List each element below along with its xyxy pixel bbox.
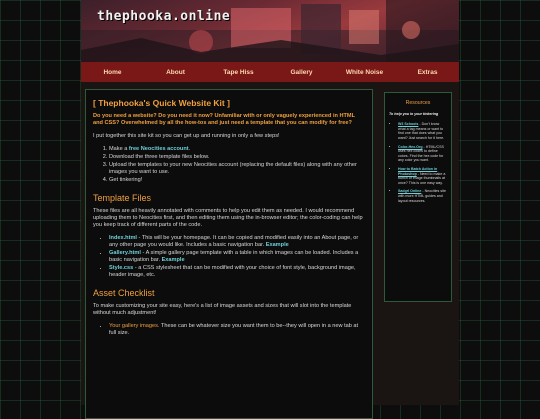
nav-extras[interactable]: Extras [417, 68, 438, 76]
list-item: • Sadgrl Online - Neocities site with more HTML guides and layout resources. [398, 189, 447, 203]
page-wrapper [81, 0, 459, 405]
color-hex-link[interactable]: Color-Hex.Org [398, 144, 423, 149]
intro-text: Do you need a website? Do you need it now? Unfamiliar with or only vaguely experienced in HTML and CSS? Overwhelmed by all the how-tos and just need a template that you can modify for free? [93, 113, 355, 126]
nav-gallery[interactable]: Gallery [290, 68, 313, 76]
gallery-example-link[interactable]: Example [161, 257, 185, 263]
template-files-desc: These files are all heavily annotated with comments to help you edit them as needed. I would recommend uploading them to Neocities first, and then editing them using the in-browser editor; the color-coding can help you keep track of different parts of the code. [93, 208, 363, 228]
resources-list [389, 122, 447, 203]
neocities-signup-link[interactable]: free Neocities account [128, 146, 189, 152]
lead-text: I put together this site kit so you can get up and running in only a few steps! [93, 133, 280, 139]
sadgrl-link[interactable]: Sadgrl Online [398, 189, 422, 194]
style-css-link[interactable]: Style.css [109, 265, 134, 271]
site-title[interactable]: thephooka.online [97, 9, 231, 24]
resources-heading: Resources [405, 100, 431, 106]
list-item: • Style.css - a CSS stylesheet that can be modified with your choice of font style, background image, header image, etc. [109, 265, 365, 279]
index-example-link[interactable]: Example [265, 242, 289, 248]
asset-list [93, 323, 365, 337]
template-files-heading: Template Files [93, 193, 152, 203]
list-item: 2. Download the three template files below. [109, 154, 365, 161]
list-item: • W3 Schools - Don't know what a tag means or want to find one that does what you want? Just search for it here. [398, 122, 447, 140]
list-item: 4. Get tinkering! [109, 177, 365, 184]
nav-white-noise[interactable]: White Noise [345, 68, 384, 76]
gallery-html-link[interactable]: Gallery.html [109, 250, 141, 256]
index-html-link[interactable]: Index.html [109, 235, 137, 241]
page-title: [ Thephooka's Quick Website Kit ] [93, 98, 230, 108]
asset-checklist-heading: Asset Checklist [93, 288, 155, 298]
list-item: 1. Make a free Neocities account. [109, 146, 365, 153]
list-item: 3. Upload the templates to your new Neocities account (replacing the default files) along with any other images you want to use. [109, 162, 365, 176]
nav-about[interactable]: About [166, 68, 185, 76]
nav-tape-hiss[interactable]: Tape Hiss [223, 68, 254, 76]
main-nav [81, 62, 459, 82]
list-item: • How to Batch Action in Photoshop - Need to make a bunch of image thumbnails at once? This is one easy way. [398, 167, 447, 185]
asset-checklist-desc: To make customizing your site easy, here's a list of image assets and sizes that will slot into the template without much adjustment! [93, 303, 352, 316]
steps-list [93, 146, 365, 184]
batch-action-link[interactable]: How to Batch Action in Photoshop [398, 166, 438, 176]
nav-home[interactable]: Home [103, 68, 122, 76]
resources-sidebar [384, 92, 452, 302]
asset-label: Your gallery images. [109, 323, 160, 329]
template-files-list [93, 235, 365, 279]
w3schools-link[interactable]: W3 Schools [398, 122, 419, 127]
header-banner [81, 0, 459, 62]
list-item: • Your gallery images. These can be whatever size you want them to be--they will open in a new tab at full size. [109, 323, 365, 337]
list-item: • Index.html - This will be your homepage. It can be copied and modified easily into an About page, or any other page you would like. Includes a basic navigation bar. Example [109, 235, 365, 249]
list-item: • Color-Hex.Org - HTML/CSS uses hex codes to define colors. Find the hex code for any color you want. [398, 145, 447, 163]
main-content [85, 89, 373, 419]
list-item: • Gallery.html - A simple gallery page template with a table in which images can be loaded. Includes a basic navigation bar. Example [109, 250, 365, 264]
resources-tip: To help you in your tinkering [389, 111, 439, 116]
